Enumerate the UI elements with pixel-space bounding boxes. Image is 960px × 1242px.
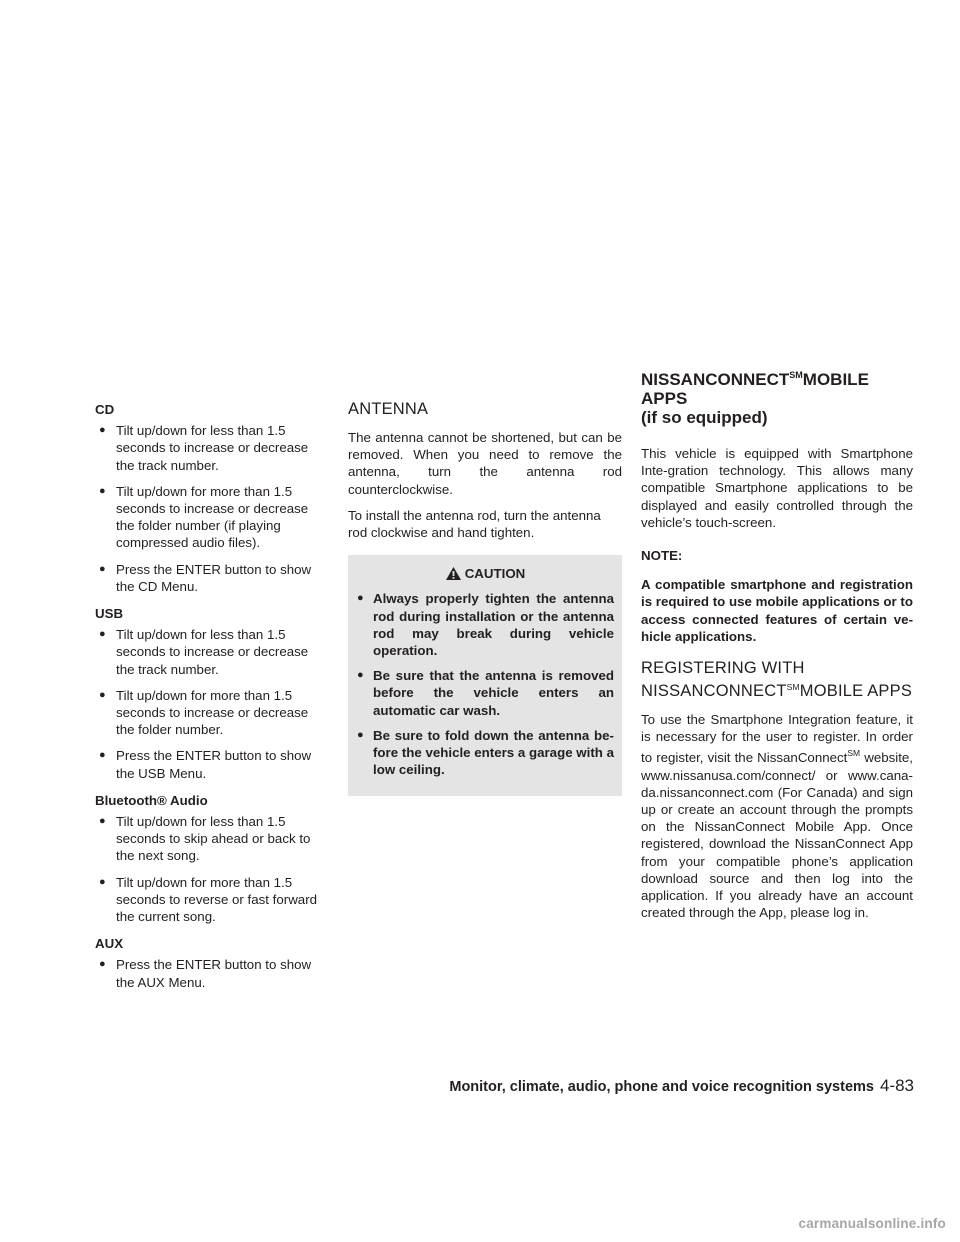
watermark: carmanualsonline.info (798, 1216, 946, 1231)
sub-line1: REGISTERING WITH (641, 659, 805, 678)
note-body: A compatible smartphone and registration is required to use mobile applications or to access connected features of certain ve-hicle applications. (641, 577, 913, 644)
page-number: 4-83 (879, 1076, 914, 1095)
caution-box (348, 555, 622, 796)
list-item: ● Press the ENTER button to show the AUX Menu. (95, 956, 330, 990)
intro-paragraph: This vehicle is equipped with Smartphone Inte-gration technology. This allows many compatible Smartphone applications to be displayed and easily controlled through the vehicle’s touch-screen. (641, 446, 913, 530)
sub-rest: MOBILE APPS (799, 682, 913, 701)
antenna-paragraph: To install the antenna rod, turn the antenna rod clockwise and hand tighten. (348, 507, 601, 541)
registering-heading (641, 659, 913, 701)
usb-list (95, 626, 330, 782)
caution-list (356, 590, 614, 778)
cd-heading: CD (95, 402, 115, 417)
body-sup: SM (847, 748, 861, 759)
antenna-heading: ANTENNA (348, 400, 429, 418)
title-line2: (if so equipped) (641, 408, 768, 427)
list-item: ● Tilt up/down for less than 1.5 seconds to skip ahead or back to the next song. (95, 813, 330, 865)
bluetooth-list (95, 813, 330, 925)
sub-main: NISSANCONNECT (641, 682, 787, 701)
body-b: website, www.nissanusa.com/connect/ or www.cana-da.nissanconnect.com (For Canada) and sign up or create an account through the prompts on the NissanConnect Mobile App. Once registered, download the NissanConnect App from your compatible phone’s application download source and then log into the application. If you already have an account created through the App, please log in. (641, 750, 913, 921)
column-audio-controls (95, 401, 330, 1001)
caution-label: CAUTION (464, 566, 526, 582)
aux-list (95, 956, 330, 990)
list-item: ● Always properly tighten the antenna rod during installation or the antenna rod may break during vehicle operation. (356, 590, 614, 659)
list-item: ● Press the ENTER button to show the CD Menu. (95, 561, 330, 595)
footer-section-title: Monitor, climate, audio, phone and voice recognition systems (449, 1079, 874, 1095)
sub-sup: SM (786, 682, 800, 693)
page-footer (449, 1076, 914, 1096)
registering-paragraph (641, 711, 913, 921)
caution-title (356, 565, 614, 582)
warning-triangle-icon (445, 566, 462, 581)
list-item: ● Tilt up/down for more than 1.5 seconds to increase or decrease the folder number. (95, 687, 330, 739)
note-label: NOTE: (641, 548, 683, 564)
nissanconnect-title (641, 366, 913, 427)
list-item: ● Press the ENTER button to show the USB Menu. (95, 747, 330, 781)
list-item: ● Be sure that the antenna is removed before the vehicle enters an automatic car wash. (356, 667, 614, 719)
list-item: ● Be sure to fold down the antenna be-fore the vehicle enters a garage with a low ceiling. (356, 727, 614, 779)
list-item: ● Tilt up/down for less than 1.5 seconds to increase or decrease the track number. (95, 422, 330, 474)
aux-heading: AUX (95, 936, 124, 952)
list-item: ● Tilt up/down for more than 1.5 seconds to increase or decrease the folder number (if playing compressed audio files). (95, 483, 330, 552)
column-nissanconnect (641, 366, 913, 930)
antenna-paragraph: The antenna cannot be shortened, but can be removed. When you need to remove the antenna, turn the antenna rod counterclockwise. (348, 430, 622, 497)
usb-heading: USB (95, 606, 124, 622)
title-sup: SM (789, 370, 803, 380)
title-rest: MOBILE APPS (641, 370, 869, 408)
list-item: ● Tilt up/down for more than 1.5 seconds to reverse or fast forward the current song. (95, 874, 330, 926)
column-antenna (348, 400, 622, 796)
bluetooth-heading: Bluetooth® Audio (95, 792, 208, 808)
body-a: To use the Smartphone Integration feature, it is necessary for the user to register. In order to register, visit the NissanConnect (641, 712, 913, 766)
list-item: ● Tilt up/down for less than 1.5 seconds to increase or decrease the track number. (95, 626, 330, 678)
cd-list (95, 422, 330, 595)
title-main: NISSANCONNECT (641, 370, 790, 389)
